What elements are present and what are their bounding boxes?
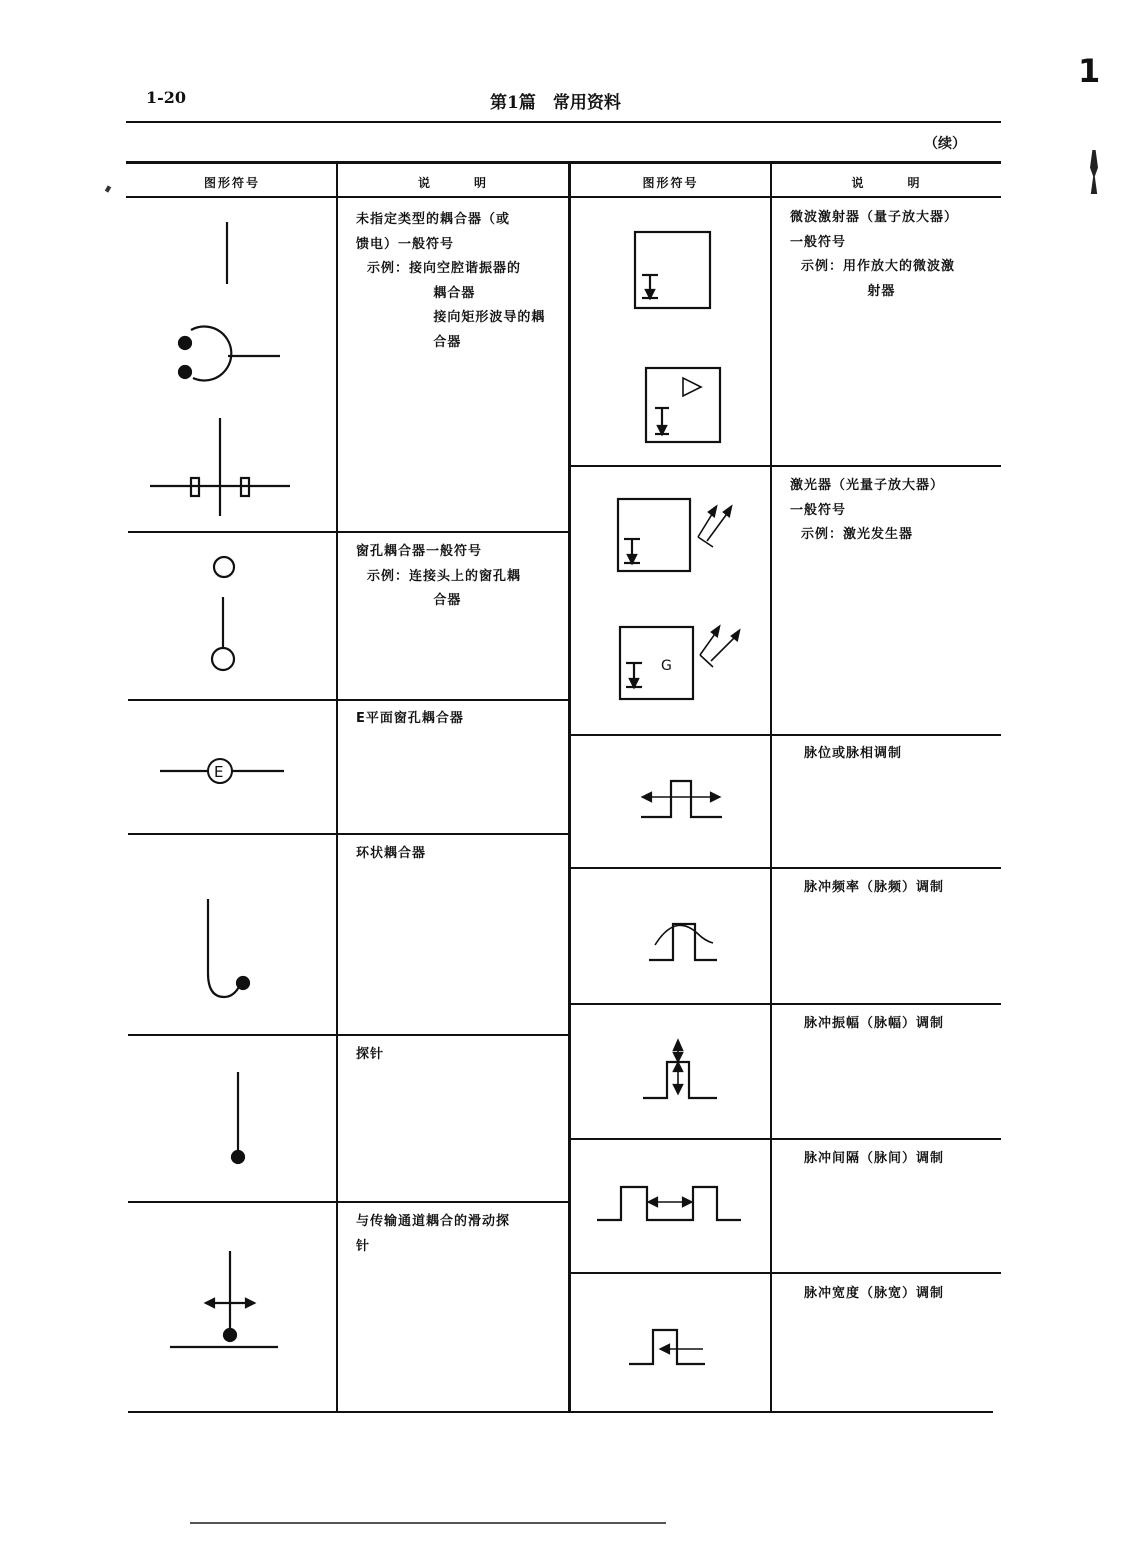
column-header-symbol: 图形符号 <box>203 176 260 190</box>
aperture-coupler-symbol <box>214 557 234 577</box>
description-pulse-width-modulation: 脉冲宽度（脉宽）调制 <box>804 1286 945 1301</box>
pulse-amplitude-modulation-symbol <box>571 1005 770 1138</box>
description-pulse-frequency-modulation: 脉冲频率（脉频）调制 <box>804 880 945 895</box>
description-sliding-probe: 与传输通道耦合的滑动探 针 <box>356 1214 511 1254</box>
cavity-coupler-symbol <box>179 326 280 380</box>
continued-label: （续） <box>924 136 966 152</box>
laser-generator-symbol <box>620 627 739 699</box>
e-label: E <box>214 763 224 781</box>
table-bottom-rule <box>128 1411 993 1413</box>
header-rule <box>126 121 1001 123</box>
scan-speck <box>105 185 111 192</box>
description-loop-coupler: 环状耦合器 <box>356 846 427 861</box>
margin-mark <box>1090 150 1098 194</box>
pulse-interval-modulation-symbol <box>571 1140 770 1272</box>
table-top-rule <box>126 161 1001 164</box>
description-probe: 探针 <box>356 1047 385 1062</box>
description-pulse-amplitude-modulation: 脉冲振幅（脉幅）调制 <box>804 1016 945 1031</box>
column-header-symbol: 图形符号 <box>642 176 699 190</box>
description-coupler-general: 未指定类型的耦合器（或 馈电）一般符号 示例：接向空腔谐振器的 耦合器 接向矩形波导的耦 合器 <box>356 212 546 350</box>
description-e-plane-aperture-coupler: E平面窗孔耦合器 <box>356 711 464 726</box>
amplifying-maser-symbol <box>646 368 720 442</box>
description-laser: 激光器（光量子放大器） 一般符号 示例：激光发生器 <box>790 478 945 542</box>
scan-edge-line <box>190 1522 666 1524</box>
maser-symbols <box>571 198 770 465</box>
page-number: 1-20 <box>146 88 187 107</box>
pulse-width-modulation-symbol <box>571 1274 770 1411</box>
g-label: G <box>661 658 672 674</box>
description-maser: 微波激射器（量子放大器） 一般符号 示例：用作放大的微波激 射器 <box>790 210 959 299</box>
aperture-coupler-symbols <box>128 533 336 699</box>
column-header-description: 说 明 <box>417 176 488 190</box>
pulse-position-modulation-symbol <box>571 736 770 867</box>
laser-symbols <box>571 467 770 734</box>
section-title: 第1篇 常用资料 <box>490 93 621 113</box>
column-divider <box>770 163 772 1413</box>
description-pulse-position-modulation: 脉位或脉相调制 <box>804 746 903 761</box>
corner-page-mark: 1 <box>1078 52 1101 90</box>
laser-general-symbol <box>618 499 731 571</box>
waveguide-coupler-symbol <box>150 418 290 516</box>
sliding-probe-symbol <box>128 1203 336 1411</box>
e-plane-aperture-coupler-symbol <box>128 701 336 833</box>
connector-aperture-coupler-symbol <box>212 597 234 670</box>
column-header-description: 说 明 <box>851 176 922 190</box>
description-pulse-interval-modulation: 脉冲间隔（脉间）调制 <box>804 1151 945 1166</box>
pulse-frequency-modulation-symbol <box>571 869 770 1003</box>
description-aperture-coupler: 窗孔耦合器一般符号 示例：连接头上的窗孔耦 合器 <box>356 544 522 608</box>
column-divider <box>336 163 338 1413</box>
loop-coupler-symbol <box>128 835 336 1034</box>
maser-general-symbol <box>635 232 710 308</box>
probe-symbol <box>128 1036 336 1201</box>
coupler-symbols <box>128 198 336 531</box>
